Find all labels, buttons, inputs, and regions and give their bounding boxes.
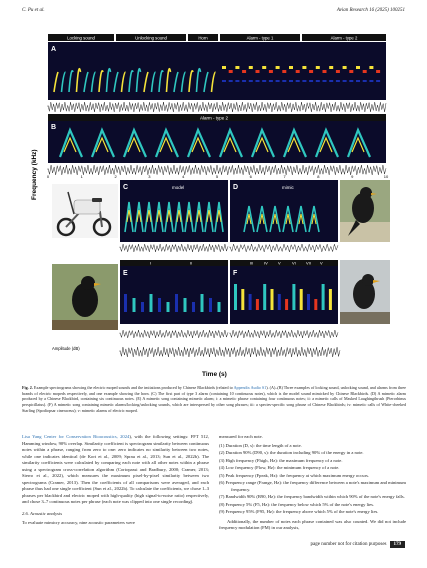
spectrogram-note	[285, 299, 288, 310]
spectrogram-note	[201, 294, 204, 312]
waveform-trace	[120, 330, 228, 338]
footer-note: page number not for citation purposes	[310, 542, 387, 547]
spectrogram-note	[256, 299, 259, 310]
running-header-journal: Avian Research 16 (2025) 100251	[336, 8, 405, 13]
spectrogram-note	[376, 70, 380, 73]
parameter-item: (7) Bandwidth 90% (B90, Hz): the frequency bandwidth within which 90% of the note's energy falls.	[219, 494, 405, 500]
waveform-trace	[48, 102, 386, 112]
x-tick-label: 4	[182, 174, 185, 179]
phrase-label: II	[190, 260, 193, 266]
spectrogram-note	[363, 70, 367, 73]
spectrogram-note	[289, 66, 293, 69]
spectrogram-note	[349, 70, 353, 73]
right-outro: Additionally, the number of notes each phrase contained was also counted. We did not include frequency modulation (FM) in our analysis,	[219, 518, 406, 531]
spectrogram-note	[218, 302, 221, 312]
panel-b-letter: B	[51, 124, 57, 131]
spectrogram-note	[175, 294, 178, 312]
spectrogram-note	[263, 284, 266, 310]
spectrogram-harmonic	[276, 80, 280, 82]
spectrogram-note	[167, 302, 170, 312]
x-tick-label: 6	[249, 174, 252, 179]
waveform-trace	[120, 347, 340, 357]
blackbird-photo-3	[340, 260, 390, 324]
blackbird-photo-1	[340, 180, 390, 242]
panel-d-mimic-label: mimic	[282, 185, 294, 190]
panel-e-label-bar	[120, 260, 228, 266]
parameter-item: (2) Duration 90% (D90, s): the duration including 90% of the energy in a note.	[219, 450, 364, 456]
page-number: 179	[390, 541, 406, 548]
segment-label: Locking sound	[67, 35, 95, 41]
panel-e-spectrogram	[120, 266, 228, 324]
spectrogram-note	[249, 294, 252, 310]
spectrogram-note	[276, 66, 280, 69]
spectrogram-harmonic	[269, 80, 273, 82]
spectrogram-note	[222, 66, 226, 69]
x-tick-label: 3	[148, 174, 151, 179]
phrase-label: III	[250, 260, 254, 266]
spectrogram-note	[314, 299, 317, 310]
spectrogram-note	[356, 66, 360, 69]
spectrogram-harmonic	[262, 80, 266, 82]
x-axis-label: Time (s)	[202, 371, 227, 378]
caption-link[interactable]: Appendix Audio S1	[233, 385, 267, 390]
spectrogram-harmonic	[356, 80, 360, 82]
x-tick-label: 9	[351, 174, 354, 179]
x-tick-label: 5	[215, 174, 219, 179]
parameter-item: (5) Peak frequency (Fpeak, Hz): the frequency at which maximum energy occurs.	[219, 472, 370, 478]
spectrogram-note	[158, 298, 161, 312]
spectrogram-note	[184, 298, 187, 312]
spectrogram-note	[242, 70, 246, 73]
spectrogram-harmonic	[282, 80, 286, 82]
spectrogram-note	[262, 66, 266, 69]
figure-caption	[22, 385, 406, 413]
phrase-label: VII	[306, 260, 311, 266]
spectrogram-harmonic	[235, 80, 239, 82]
spectrogram-note	[150, 294, 153, 312]
spectrogram-harmonic	[296, 80, 300, 82]
spectrogram-harmonic	[242, 80, 246, 82]
spectrogram-note	[296, 70, 300, 73]
spectrogram-note	[282, 70, 286, 73]
x-tick-label: 8	[317, 174, 320, 179]
spectrogram-note	[229, 70, 233, 73]
spectrogram-harmonic	[229, 80, 233, 82]
parameter-item: (9) Frequency 95% (F95, Hz): the frequency above which 5% of the note's energy lies.	[219, 509, 379, 515]
blackbird-photo-2	[52, 264, 118, 330]
phrase-label: IV	[264, 260, 268, 266]
x-tick-label: 2	[114, 174, 117, 179]
spectrogram-note	[316, 66, 320, 69]
spectrogram-harmonic	[363, 80, 367, 82]
x-tick-label: 7	[283, 174, 286, 179]
segment-label: Alarm - type 1	[246, 35, 274, 41]
spectrogram-note	[323, 70, 327, 73]
spectrogram-note	[271, 289, 274, 310]
segment-label-bar	[48, 34, 386, 41]
alarm2-label: Alarm - type 2	[200, 115, 229, 121]
running-header-authors: C. Pu et al.	[22, 8, 45, 13]
panel-ef-waveforms	[120, 330, 340, 357]
panel-d-letter: D	[233, 184, 239, 191]
x-tick-label: 10	[383, 174, 389, 179]
spectrogram-note	[322, 284, 325, 310]
spectrogram-note	[292, 284, 295, 310]
spectrogram-note	[234, 284, 237, 310]
spectrogram-note	[309, 70, 313, 73]
caption-rest: ). (A)–(B) Three examples of locking sound, unlocking sound, and alarms from three brands of electric mopeds respectively, and one example showing the horn. (C) The first part of type 3 alarm (containing 10 continuous notes), which is the model sound mimicked by Chinese Blackbirds. (D) A mimetic alarm produced by a Chinese Blackbird, containing six continuous notes. (E) A mimetic song containing mimetic alarm; i: a mimetic phrase containing four continuous notes; ii: a mimetic calls of Masked Laughingthrush (Pterorhinus perspicillatus). (F) A mimetic song containing mimetic alarms/locking/unlocking sounds, which are interspersed by other song phrases; iii: a species-specific song phrase of Chinese Blackbirds; iv: mimetic calls of White-cheeked Starling (Spodiopsar cineraceus); v: mimetic alarms of electric moped.	[22, 385, 406, 413]
spectrogram-note	[300, 289, 303, 310]
caption-text: Example spectrograms showing the electric moped sounds and the imitations produced by Chinese Blackbirds (related to	[33, 385, 234, 390]
left-column	[22, 434, 209, 529]
panel-f-letter: F	[233, 270, 238, 277]
spectrogram-note	[249, 66, 253, 69]
phrase-label: I	[150, 260, 152, 266]
spectrogram-note	[329, 289, 332, 310]
spectrogram-harmonic	[316, 80, 320, 82]
spectrogram-harmonic	[343, 80, 347, 82]
spectrogram-note	[278, 294, 281, 310]
panel-c-letter: C	[123, 184, 129, 191]
parameter-item: (6) Frequency range (Frange, Hz): the frequency difference between a note's maximum and minimum frequency.	[219, 480, 406, 492]
waveform-trace	[230, 330, 338, 338]
spectrogram-harmonic	[302, 80, 306, 82]
citation-link[interactable]: Lisa Yang Center for Conservation Bioacoustics, 2024	[22, 434, 130, 439]
amplitude-label: Amplitude (dB)	[52, 346, 80, 351]
spectrogram-note	[256, 70, 260, 73]
spectrogram-note	[124, 294, 127, 312]
waveform-trace	[120, 244, 228, 252]
spectrogram-harmonic	[249, 80, 253, 82]
left-para-2: To evaluate mimicry accuracy, nine acoustic parameters were	[22, 520, 135, 526]
spectrogram-note	[369, 66, 373, 69]
parameter-item: (8) Frequency 5% (F5, Hz): the frequency below which 5% of the note's energy lies.	[219, 501, 375, 507]
panel-e-letter: E	[123, 270, 128, 277]
x-tick-label: 1	[80, 174, 83, 179]
spectrogram-harmonic	[256, 80, 260, 82]
parameter-item: (3) High frequency (Fhigh, Hz): the maximum frequency of a note.	[219, 457, 343, 463]
section-heading: 2.6. Acoustic analysis	[22, 510, 62, 516]
spectrogram-note	[336, 70, 340, 73]
waveform-trace	[230, 244, 338, 252]
panel-a-waveform	[48, 102, 386, 112]
spectrogram-harmonic	[323, 80, 327, 82]
segment-label: Unlocking sound	[135, 35, 167, 41]
parameter-item: (4) Low frequency (Flow, Hz): the minimum frequency of a note.	[219, 465, 340, 471]
phrase-label: V	[320, 260, 323, 266]
spectrogram-note	[133, 298, 136, 312]
spectrogram-note	[269, 70, 273, 73]
caption-lead: Fig. 2.	[22, 385, 34, 390]
parameter-item: (1) Duration (D, s): the time length of a note.	[219, 442, 302, 448]
spectrogram-harmonic	[309, 80, 313, 82]
panel-a-letter: A	[51, 46, 57, 53]
spectrogram-harmonic	[222, 80, 226, 82]
spectrogram-harmonic	[289, 80, 293, 82]
spectrogram-note	[307, 294, 310, 310]
right-column	[219, 434, 406, 534]
spectrogram-note	[209, 298, 212, 312]
right-intro: measured for each note.	[219, 434, 263, 439]
spectrogram-note	[235, 66, 239, 69]
phrase-label: V	[278, 260, 281, 266]
moped-photo	[52, 184, 118, 238]
page-footer	[311, 541, 405, 548]
panel-c-model-label: model	[172, 185, 185, 190]
phrase-label: VI	[292, 260, 296, 266]
spectrogram-note	[343, 66, 347, 69]
panel-cd-waveforms	[120, 244, 338, 252]
spectrogram-note	[192, 302, 195, 312]
panel-b-ticks	[47, 174, 389, 179]
spectrogram-harmonic	[336, 80, 340, 82]
spectrogram-harmonic	[369, 80, 373, 82]
left-para-1: ), with the following settings: FFT 512, Hamming window, 90% overlap. Similarity coefficient is spectrogram similarity between continuous notes within a phrase, ranging from zero to one: zero indicates no similarity between two notes, while one indicates identical (de Kort et al., 2009; Sprau et al., 2013; Sun et al., 2022b). The similarity coefficients were calculated by comparing each note with all other notes within a phrase using a spectrogram cross-correlation algorithm (Cortopassi and Bradbury, 2000; Cramer, 2013; Sierro et al., 2022), which measures the maximum pixel-by-pixel similarity between two spectrograms (Cramer, 2013). Then the coefficients of all comparisons were averaged, and each phrase thus had one single coefficient (Sun et al., 2022b). To calculate the coefficients, we chose 1–3 phrases per blackbird and electric moped with high-quality (high signal-to-noise ratio) respectively, and chose 3–7 continuous notes per phrase (each note was clipped into one single recording).	[22, 434, 209, 505]
spectrogram-harmonic	[349, 80, 353, 82]
x-tick-label: 0	[46, 174, 50, 179]
spectrogram-harmonic	[376, 80, 380, 82]
segment-label: Alarm - type 2	[330, 35, 358, 41]
spectrogram-note	[329, 66, 333, 69]
figure-2	[30, 32, 400, 380]
spectrogram-note	[241, 289, 244, 310]
spectrogram-note	[141, 302, 144, 312]
spectrogram-note	[302, 66, 306, 69]
y-axis-label: Frequency (kHz)	[31, 149, 38, 200]
spectrogram-harmonic	[329, 80, 333, 82]
segment-label: Horn	[198, 35, 208, 41]
